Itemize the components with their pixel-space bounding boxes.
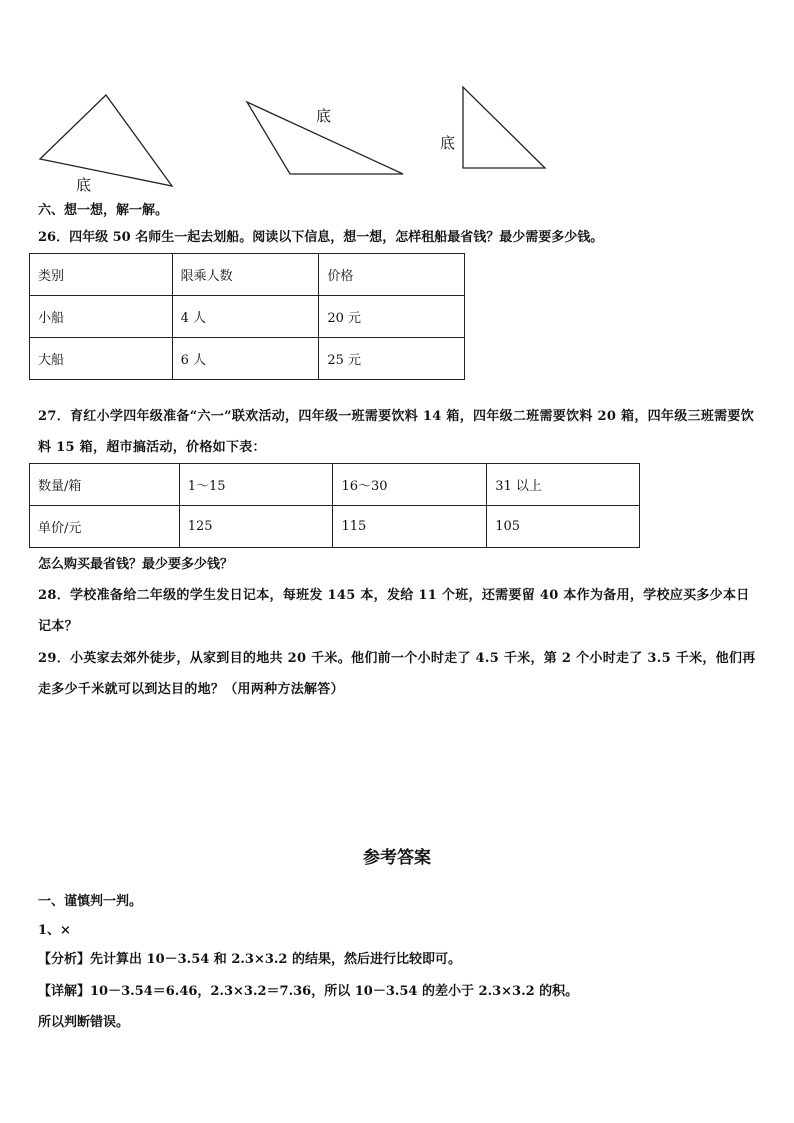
question-27-text: 27．育红小学四年级准备“六一”联欢活动，四年级一班需要饮料 14 箱，四年级二班需要饮料 20 箱，四年级三班需要饮料 15 箱，超市搞活动，价格如下表：: [38, 409, 755, 455]
triangle-figures: [0, 0, 794, 200]
question-26-text: 26．四年级 50 名师生一起去划船。阅读以下信息，想一想，怎样租船最省钱？最少需要多少钱。: [38, 230, 604, 245]
table-cell: 大船: [30, 338, 173, 380]
table-row: [30, 506, 640, 548]
drink-price-table: [29, 463, 640, 548]
triangle-3: [463, 87, 545, 168]
table-cell: 20 元: [319, 296, 465, 338]
table-cell: 25 元: [319, 338, 465, 380]
answer-detail: 【详解】10－3.54＝6.46，2.3×3.2＝7.36，所以 10－3.54 的差小于 2.3×3.2 的积。: [38, 984, 579, 999]
boat-table: [29, 253, 465, 380]
triangle-3-label: 底: [440, 134, 456, 152]
table-cell: 125: [179, 506, 333, 548]
triangle-1: [40, 95, 172, 186]
table-header-cell: 限乘人数: [172, 254, 319, 296]
table-row: [30, 296, 465, 338]
question-27-followup: 怎么购买最省钱？最少要多少钱？: [38, 557, 234, 572]
table-cell: 数量/箱: [30, 464, 180, 506]
answers-title: 参考答案: [363, 848, 431, 868]
answer-conclusion: 所以判断错误。: [38, 1015, 130, 1030]
table-cell: 16～30: [333, 464, 487, 506]
table-header-cell: 价格: [319, 254, 465, 296]
answers-section-1: 一、谨慎判一判。: [38, 894, 143, 909]
table-header-cell: 类别: [30, 254, 173, 296]
table-row: [30, 464, 640, 506]
table-cell: 1～15: [179, 464, 333, 506]
table-cell: 31 以上: [487, 464, 640, 506]
question-29-text: 29．小英家去郊外徒步，从家到目的地共 20 千米。他们前一个小时走了 4.5 千米，第 2 个小时走了 3.5 千米，他们再走多少千米就可以到达目的地？（用两种方法解答）: [38, 651, 756, 697]
triangle-2-label: 底: [316, 107, 332, 125]
table-row: [30, 254, 465, 296]
answer-item-1: 1、×: [38, 923, 71, 938]
table-cell: 单价/元: [30, 506, 180, 548]
question-28-text: 28．学校准备给二年级的学生发日记本，每班发 145 本，发给 11 个班，还需要留 40 本作为备用，学校应买多少本日记本？: [38, 588, 750, 634]
section-6-heading: 六、想一想，解一解。: [38, 203, 169, 218]
table-cell: 6 人: [172, 338, 319, 380]
table-cell: 115: [333, 506, 487, 548]
table-cell: 小船: [30, 296, 173, 338]
triangle-1-label: 底: [76, 176, 92, 194]
table-row: [30, 338, 465, 380]
table-cell: 105: [487, 506, 640, 548]
answer-analysis: 【分析】先计算出 10－3.54 和 2.3×3.2 的结果，然后进行比较即可。: [38, 952, 461, 967]
table-cell: 4 人: [172, 296, 319, 338]
